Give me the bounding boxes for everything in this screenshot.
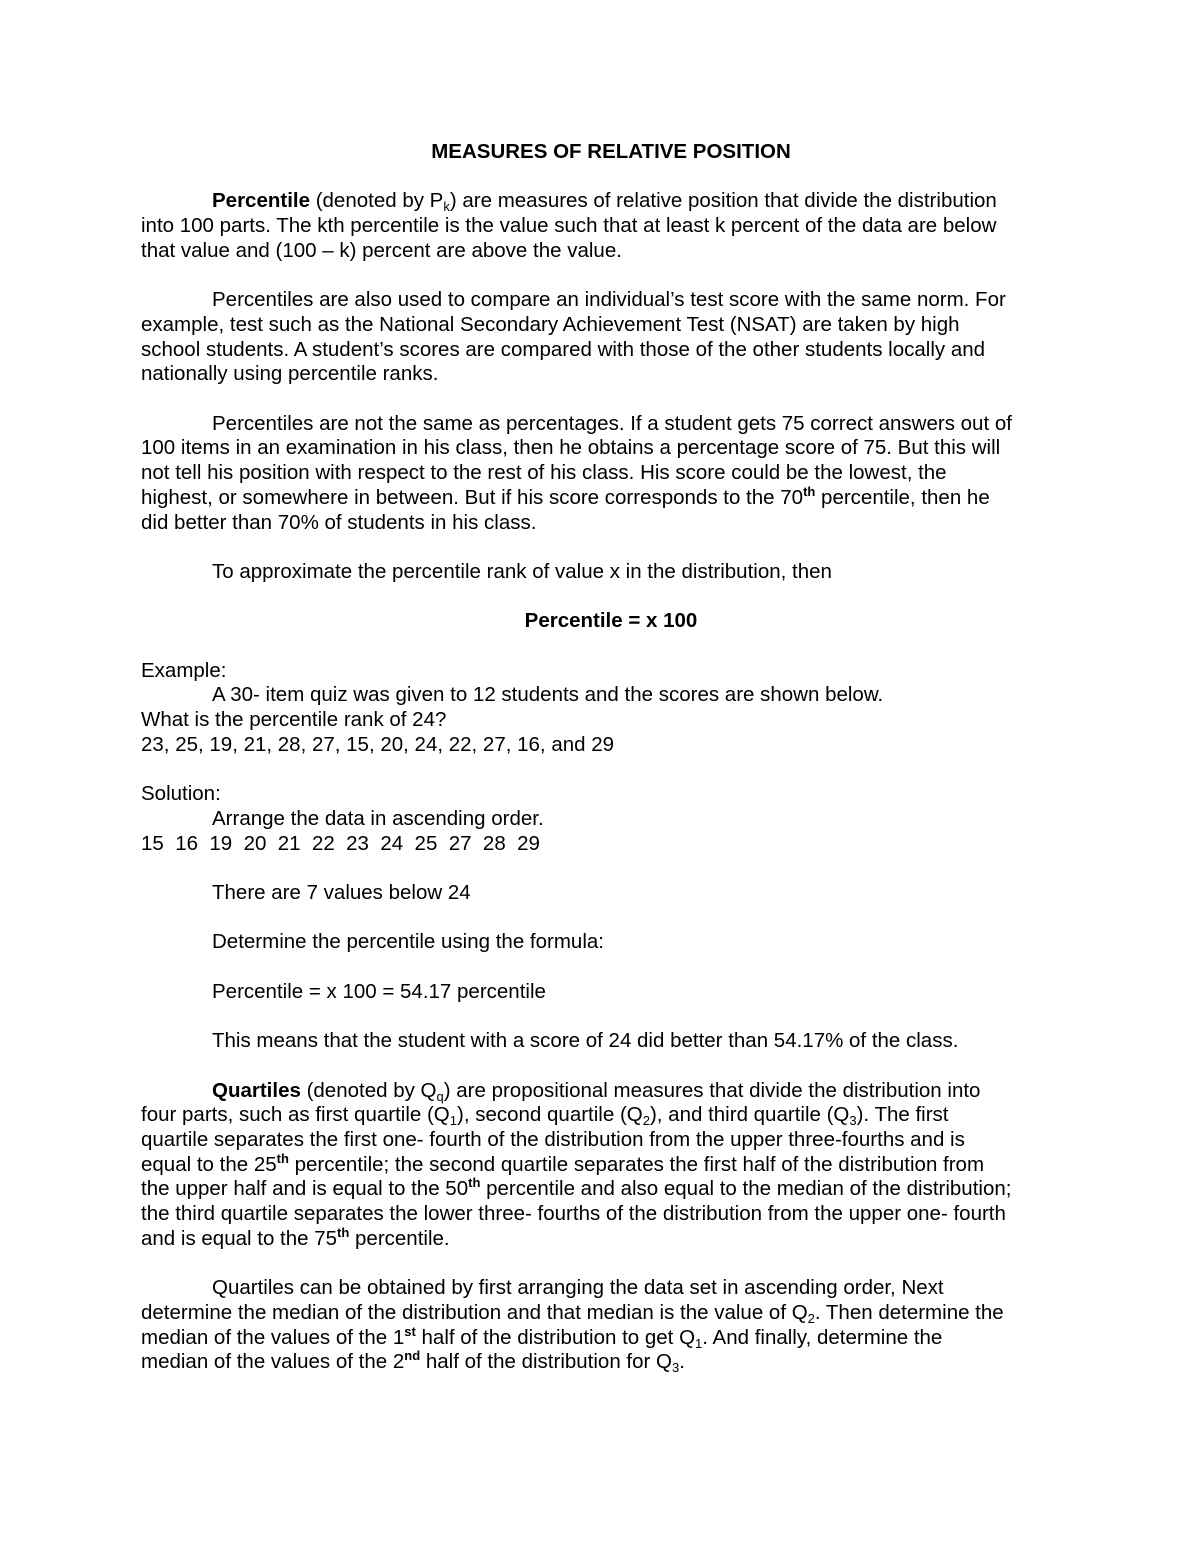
text-line: quartile separates the first one- fourth of the distribution from the upper three-fourths and is (141, 1127, 965, 1151)
paragraph-quartiles-definition (141, 1079, 1061, 1252)
formula-text: Percentile = x 100 (524, 609, 698, 633)
text-line: nationally using percentile ranks. (141, 362, 439, 386)
text-run: four parts, such as first quartile (Q (141, 1103, 450, 1127)
text-line (141, 1350, 1061, 1375)
spacer (141, 264, 1061, 289)
text-run: determine the median of the distribution and that median is the value of Q (141, 1300, 808, 1324)
solution-label: Solution: (141, 782, 221, 806)
text-line: not tell his position with respect to the rest of his class. His score could be the lowest, the (141, 461, 947, 485)
text-run: half of the distribution to get Q (415, 1325, 696, 1349)
subscript: 1 (695, 1335, 703, 1351)
superscript: st (404, 1323, 416, 1339)
text-line (141, 1103, 1061, 1128)
text-line: did better than 70% of students in his class. (141, 510, 537, 534)
text-run: half of the distribution for Q (420, 1350, 672, 1374)
spacer (141, 387, 1061, 412)
text-run: percentile. (349, 1226, 450, 1250)
text-run: ) are propositional measures that divide the distribution into (443, 1078, 981, 1102)
spacer (141, 906, 1061, 931)
solution-calculation: Percentile = x 100 = 54.17 percentile (212, 979, 546, 1003)
text-line: that value and (100 – k) percent are above the value. (141, 238, 622, 262)
spacer (141, 1004, 1061, 1029)
superscript: nd (404, 1348, 421, 1364)
text-run: . And finally, determine the (702, 1325, 943, 1349)
spacer (141, 165, 1061, 190)
solution-section (141, 782, 1061, 1054)
term-quartiles: Quartiles (212, 1078, 301, 1102)
text-run: the upper half and is equal to the 50 (141, 1177, 469, 1201)
subscript: q (436, 1088, 444, 1104)
text-run: equal to the 25 (141, 1152, 277, 1176)
paragraph-percentile-usage (141, 288, 1061, 387)
text-run: percentile, then he (815, 485, 990, 509)
percentile-formula (161, 609, 1061, 634)
text-line: school students. A student’s scores are compared with those of the other students locally and (141, 337, 986, 361)
text-line: Percentiles are also used to compare an individual’s test score with the same norm. For (212, 288, 1006, 312)
spacer (141, 585, 1061, 610)
subscript: 1 (449, 1113, 457, 1129)
text-line (141, 1301, 1061, 1326)
text-line: into 100 parts. The kth percentile is the value such that at least k percent of the data are below (141, 214, 997, 238)
paragraph-percentile-definition (141, 189, 1061, 263)
text-line: Quartiles can be obtained by first arranging the data set in ascending order, Next (212, 1276, 944, 1300)
spacer (141, 757, 1061, 782)
text-line: Percentiles are not the same as percentages. If a student gets 75 correct answers out of (212, 411, 1012, 435)
text-line (141, 1224, 1061, 1252)
text-line: 100 items in an examination in his class, then he obtains a percentage score of 75. But this will (141, 436, 1001, 460)
text-run: and is equal to the 75 (141, 1226, 338, 1250)
subscript: 3 (849, 1113, 857, 1129)
spacer (141, 955, 1061, 980)
text-line: the third quartile separates the lower three- fourths of the distribution from the upper one- fourth (141, 1202, 1006, 1226)
text-line (141, 189, 1061, 214)
sorted-scores: 15 16 19 20 21 22 23 24 25 27 28 29 (141, 831, 540, 855)
text-line: Determine the percentile using the formula: (212, 930, 604, 954)
spacer (141, 634, 1061, 659)
text-run: . (679, 1350, 685, 1374)
text-run: percentile and also equal to the median of the distribution; (480, 1177, 1012, 1201)
text-run: (denoted by P (310, 189, 444, 213)
page-title: MEASURES OF RELATIVE POSITION (431, 140, 791, 163)
text-line (141, 1079, 1061, 1104)
text-line (141, 483, 1061, 511)
text-run: highest, or somewhere in between. But if his score corresponds to the 70 (141, 485, 804, 509)
example-scores: 23, 25, 19, 21, 28, 27, 15, 20, 24, 22, 27, 16, and 29 (141, 732, 615, 756)
text-run: ), and third quartile (Q (649, 1103, 850, 1127)
superscript: th (276, 1150, 289, 1166)
text-line: A 30- item quiz was given to 12 students and the scores are shown below. (212, 683, 884, 707)
superscript: th (468, 1175, 481, 1191)
spacer (141, 1054, 1061, 1079)
term-percentile: Percentile (212, 189, 310, 213)
spacer (141, 856, 1061, 881)
superscript: th (803, 483, 816, 499)
text-run: (denoted by Q (300, 1078, 437, 1102)
text-run: ), second quartile (Q (457, 1103, 643, 1127)
text-line (141, 1177, 1061, 1202)
example-section (141, 659, 1061, 758)
text-line (141, 1323, 1061, 1351)
text-run: percentile; the second quartile separates the first half of the distribution from (288, 1152, 985, 1176)
paragraph-approximation: To approximate the percentile rank of value x in the distribution, then (212, 559, 832, 583)
subscript: 2 (807, 1310, 815, 1326)
text-run: . Then determine the (814, 1300, 1004, 1324)
subscript: 2 (642, 1113, 650, 1129)
text-line: Arrange the data in ascending order. (212, 806, 544, 830)
document-body (141, 140, 1061, 1375)
text-line: What is the percentile rank of 24? (141, 708, 447, 732)
paragraph-percentile-vs-percentage (141, 412, 1061, 536)
text-line: example, test such as the National Secondary Achievement Test (NSAT) are taken by high (141, 312, 960, 336)
example-label: Example: (141, 658, 227, 682)
subscript: k (443, 199, 450, 215)
text-line (141, 1150, 1061, 1178)
text-run: median of the values of the 2 (141, 1350, 405, 1374)
subscript: 3 (671, 1360, 680, 1376)
text-run: ) are measures of relative position that divide the distribution (449, 189, 997, 213)
text-run: median of the values of the 1 (141, 1325, 405, 1349)
text-run: ). The first (856, 1103, 949, 1127)
text-line: There are 7 values below 24 (212, 880, 471, 904)
paragraph-quartiles-procedure (141, 1276, 1061, 1375)
spacer (141, 535, 1061, 560)
solution-conclusion: This means that the student with a score of 24 did better than 54.17% of the class. (212, 1029, 959, 1053)
superscript: th (337, 1224, 350, 1240)
spacer (141, 1251, 1061, 1276)
